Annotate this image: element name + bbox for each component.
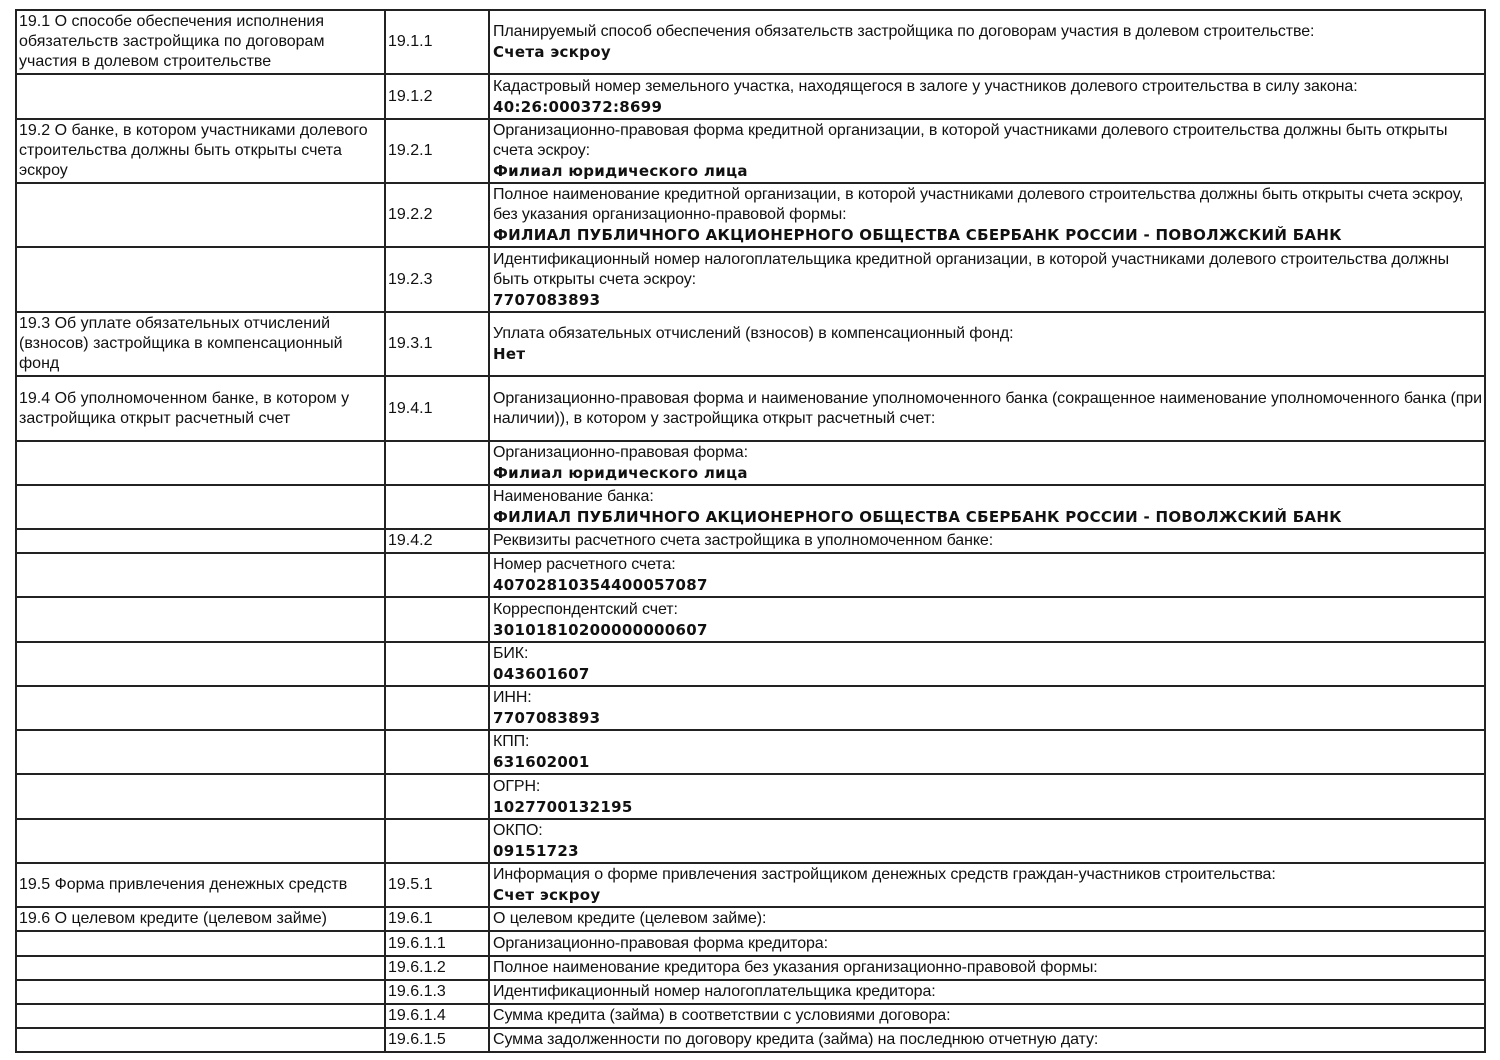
content-cell (489, 597, 1485, 642)
item-code: 19.6.1 (388, 910, 433, 927)
item-value: 40702810354400057087 (493, 576, 708, 594)
code-cell (385, 863, 489, 907)
section-cell (16, 529, 385, 553)
section-cell (16, 819, 385, 863)
code-cell (385, 1028, 489, 1052)
table-row (16, 863, 1485, 907)
item-code: 19.6.1.4 (388, 1007, 446, 1024)
item-label: Кадастровый номер земельного участка, находящегося в залоге у участников долевого строительства в силу закона: (493, 77, 1358, 95)
content-cell (489, 10, 1485, 74)
content-cell (489, 686, 1485, 730)
section-cell (16, 730, 385, 774)
item-code: 19.6.1.3 (388, 983, 446, 1000)
item-value: Счета эскроу (493, 43, 611, 61)
content-cell (489, 485, 1485, 529)
item-value: 7707083893 (493, 290, 601, 309)
item-label: Корреспондентский счет: (493, 600, 678, 618)
code-cell (385, 1004, 489, 1028)
code-cell (385, 312, 489, 376)
item-code: 19.4.1 (388, 399, 433, 417)
item-label: Реквизиты расчетного счета застройщика в уполномоченном банке: (493, 532, 994, 549)
section-title: 19.1 О способе обеспечения исполнения обязательств застройщика по договорам участия в долевом строительстве (19, 13, 325, 70)
code-cell (385, 931, 489, 956)
code-cell (385, 774, 489, 819)
item-label: Организационно-правовая форма и наименование уполномоченного банка (сокращенное наименование уполномоченного банка (при наличии)), в котором у застройщика открыт расчетный счет: (493, 389, 1482, 427)
item-value: 40:26:000372:8699 (493, 97, 663, 116)
table-row (16, 485, 1485, 529)
content-cell (489, 529, 1485, 553)
item-code: 19.5.1 (388, 876, 433, 893)
section-cell (16, 642, 385, 686)
item-label: ОГРН: (493, 777, 541, 795)
section-cell (16, 10, 385, 74)
table-row (16, 1004, 1485, 1028)
code-cell (385, 485, 489, 529)
item-code: 19.6.1.5 (388, 1031, 446, 1048)
content-cell (489, 819, 1485, 863)
section-cell (16, 376, 385, 441)
content-cell (489, 863, 1485, 907)
content-cell (489, 312, 1485, 376)
item-value: Счет эскроу (493, 886, 601, 904)
code-cell (385, 597, 489, 642)
code-cell (385, 686, 489, 730)
item-code: 19.3.1 (388, 335, 433, 352)
content-cell (489, 74, 1485, 119)
table-row (16, 597, 1485, 642)
table-row (16, 980, 1485, 1004)
section-title: 19.4 Об уполномоченном банке, в котором у застройщика открыт расчетный счет (19, 389, 350, 427)
code-cell (385, 980, 489, 1004)
code-cell (385, 119, 489, 183)
section-cell (16, 247, 385, 312)
section-cell (16, 485, 385, 529)
item-value: 30101810200000000607 (493, 620, 708, 639)
item-value: 043601607 (493, 665, 590, 683)
content-cell (489, 183, 1485, 247)
section-cell (16, 119, 385, 183)
content-cell (489, 730, 1485, 774)
section-cell (16, 553, 385, 597)
table-row (16, 74, 1485, 119)
content-cell (489, 980, 1485, 1004)
item-label: Номер расчетного счета: (493, 556, 676, 573)
content-cell (489, 119, 1485, 183)
item-label: Наименование банка: (493, 488, 654, 505)
code-cell (385, 376, 489, 441)
table-row (16, 907, 1485, 931)
section-title: 19.2 О банке, в котором участниками долевого строительства должны быть открыты счета эскроу (19, 122, 368, 179)
section-title: 19.6 О целевом кредите (целевом займе) (19, 910, 327, 927)
table-row (16, 956, 1485, 980)
table-row (16, 931, 1485, 956)
item-label: Сумма задолженности по договору кредита (займа) на последнюю отчетную дату: (493, 1031, 1099, 1048)
section-cell (16, 183, 385, 247)
content-cell (489, 774, 1485, 819)
item-label: О целевом кредите (целевом займе): (493, 910, 767, 927)
section-cell (16, 980, 385, 1004)
item-label: ИНН: (493, 689, 532, 706)
item-value: 09151723 (493, 842, 579, 860)
escrow-info-table (15, 9, 1486, 1053)
code-cell (385, 529, 489, 553)
item-label: Полное наименование кредитора без указания организационно-правовой формы: (493, 959, 1098, 976)
table-row (16, 553, 1485, 597)
table-row (16, 312, 1485, 376)
item-value: 1027700132195 (493, 797, 633, 816)
item-label: Полное наименование кредитной организации, в которой участниками долевого строительства должны быть открыты счета эскроу, без указания организационно-правовой формы: (493, 186, 1464, 223)
item-value: ФИЛИАЛ ПУБЛИЧНОГО АКЦИОНЕРНОГО ОБЩЕСТВА СБЕРБАНК РОССИИ - ПОВОЛЖСКИЙ БАНК (493, 226, 1342, 244)
content-cell (489, 931, 1485, 956)
section-cell (16, 931, 385, 956)
code-cell (385, 74, 489, 119)
table-row (16, 642, 1485, 686)
table-row (16, 376, 1485, 441)
item-code: 19.1.2 (388, 87, 433, 105)
section-cell (16, 907, 385, 931)
table-body (16, 10, 1485, 1052)
section-cell (16, 956, 385, 980)
table-row (16, 119, 1485, 183)
section-cell (16, 441, 385, 485)
content-cell (489, 1004, 1485, 1028)
item-code: 19.4.2 (388, 532, 433, 549)
code-cell (385, 956, 489, 980)
item-label: Идентификационный номер налогоплательщика кредитора: (493, 983, 936, 1000)
item-label: КПП: (493, 733, 530, 750)
section-cell (16, 1028, 385, 1052)
table-row (16, 1028, 1485, 1052)
code-cell (385, 553, 489, 597)
section-cell (16, 1004, 385, 1028)
item-label: Информация о форме привлечения застройщиком денежных средств граждан-участников строительства: (493, 866, 1276, 883)
table-row (16, 686, 1485, 730)
item-value: Нет (493, 345, 526, 363)
code-cell (385, 441, 489, 485)
content-cell (489, 441, 1485, 485)
item-value: ФИЛИАЛ ПУБЛИЧНОГО АКЦИОНЕРНОГО ОБЩЕСТВА СБЕРБАНК РОССИИ - ПОВОЛЖСКИЙ БАНК (493, 508, 1342, 526)
item-label: Уплата обязательных отчислений (взносов) в компенсационный фонд: (493, 325, 1014, 342)
item-label: Организационно-правовая форма: (493, 444, 748, 461)
content-cell (489, 956, 1485, 980)
section-title: 19.3 Об уплате обязательных отчислений (взносов) застройщика в компенсационный фонд (19, 315, 343, 372)
table-row (16, 441, 1485, 485)
code-cell (385, 819, 489, 863)
content-cell (489, 376, 1485, 441)
section-title: 19.5 Форма привлечения денежных средств (19, 876, 348, 893)
item-label: ОКПО: (493, 822, 543, 839)
content-cell (489, 642, 1485, 686)
content-cell (489, 247, 1485, 312)
table-row (16, 183, 1485, 247)
item-code: 19.2.3 (388, 270, 433, 288)
section-cell (16, 863, 385, 907)
item-label: БИК: (493, 645, 529, 662)
item-code: 19.6.1.2 (388, 959, 446, 976)
code-cell (385, 183, 489, 247)
table-row (16, 529, 1485, 553)
item-value: 7707083893 (493, 709, 601, 727)
code-cell (385, 10, 489, 74)
table-row (16, 819, 1485, 863)
item-value: Филиал юридического лица (493, 464, 748, 482)
content-cell (489, 1028, 1485, 1052)
content-cell (489, 907, 1485, 931)
table-row (16, 247, 1485, 312)
item-code: 19.2.1 (388, 142, 433, 159)
content-cell (489, 553, 1485, 597)
item-label: Сумма кредита (займа) в соответствии с условиями договора: (493, 1007, 951, 1024)
item-label: Организационно-правовая форма кредитной организации, в которой участниками долевого строительства должны быть открыты счета эскроу: (493, 122, 1448, 159)
section-cell (16, 686, 385, 730)
item-value: 631602001 (493, 753, 590, 771)
code-cell (385, 907, 489, 931)
item-label: Организационно-правовая форма кредитора: (493, 934, 828, 952)
table-row (16, 10, 1485, 74)
code-cell (385, 730, 489, 774)
item-code: 19.6.1.1 (388, 934, 446, 952)
item-value: Филиал юридического лица (493, 162, 748, 180)
code-cell (385, 642, 489, 686)
section-cell (16, 74, 385, 119)
table-row (16, 730, 1485, 774)
item-code: 19.1.1 (388, 33, 433, 50)
item-label: Планируемый способ обеспечения обязательств застройщика по договорам участия в долевом строительстве: (493, 23, 1315, 40)
item-label: Идентификационный номер налогоплательщика кредитной организации, в которой участниками долевого строительства должны быть открыты счета эскроу: (493, 250, 1449, 288)
code-cell (385, 247, 489, 312)
section-cell (16, 774, 385, 819)
section-cell (16, 597, 385, 642)
section-cell (16, 312, 385, 376)
item-code: 19.2.2 (388, 206, 433, 223)
table-row (16, 774, 1485, 819)
